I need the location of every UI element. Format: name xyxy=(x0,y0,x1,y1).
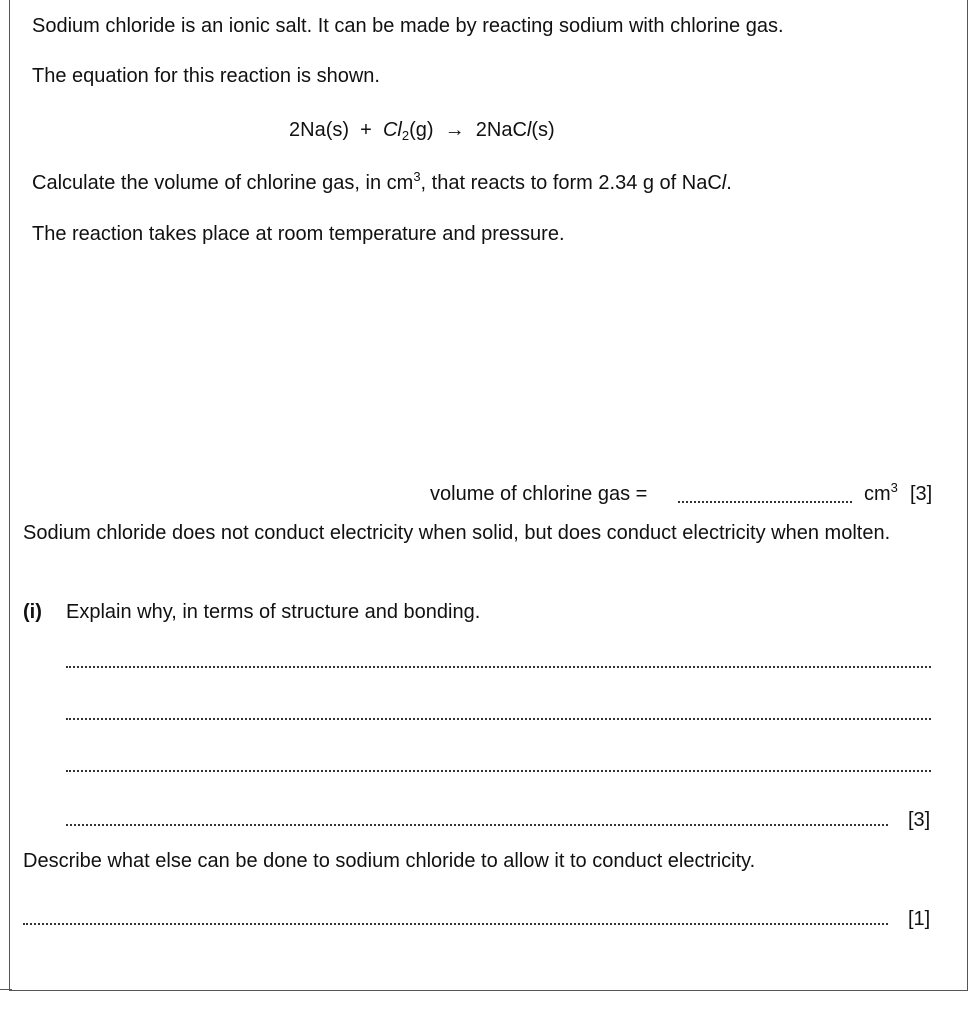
intro-line-1: Sodium chloride is an ionic salt. It can be made by reacting sodium with chlorine gas. xyxy=(32,15,784,37)
describe-question: Describe what else can be done to sodium chloride to allow it to conduct electricity. xyxy=(23,850,756,872)
part-i-number: (i) xyxy=(23,601,42,623)
calculate-end: . xyxy=(726,172,732,194)
part-i-marks: [3] xyxy=(908,809,931,831)
equation-product-state: (s) xyxy=(531,119,555,141)
volume-marks: [3] xyxy=(910,483,933,505)
calculate-instruction xyxy=(32,171,732,195)
equation-chlorine-symbol: Cl xyxy=(382,119,402,141)
calculate-superscript: 3 xyxy=(413,169,421,184)
volume-unit-superscript: 3 xyxy=(890,480,898,495)
part-i-answer-line-3[interactable] xyxy=(66,770,931,772)
volume-answer-label: volume of chlorine gas = xyxy=(430,483,648,505)
equation-reactant-sodium: 2Na(s) xyxy=(289,119,350,141)
equation-product-l: l xyxy=(526,119,532,141)
calculate-mid: , that reacts to form 2.34 g of NaC xyxy=(420,172,722,194)
part-i-question: Explain why, in terms of structure and bonding. xyxy=(66,601,481,623)
part-i-answer-line-4[interactable] xyxy=(66,824,888,826)
part-i-answer-line-2[interactable] xyxy=(66,718,931,720)
calculate-prefix: Calculate the volume of chlorine gas, in cm xyxy=(32,172,414,194)
equation-arrow: → xyxy=(444,119,465,141)
part-i-answer-line-1[interactable] xyxy=(66,666,931,668)
border-extension xyxy=(0,989,12,990)
describe-marks: [1] xyxy=(908,908,931,930)
conditions-text: The reaction takes place at room temperature and pressure. xyxy=(32,223,565,245)
chemical-equation xyxy=(289,118,555,142)
describe-answer-line[interactable] xyxy=(23,923,888,925)
volume-answer-unit: $cm^3$ xyxy=(864,480,898,505)
intro-line-2: The equation for this reaction is shown. xyxy=(32,65,380,87)
equation-plus: + xyxy=(360,119,372,141)
equation-chlorine-state: (g) xyxy=(409,119,434,141)
equation-chlorine-subscript: 2 xyxy=(401,128,410,143)
volume-answer-line[interactable] xyxy=(678,501,852,503)
calculate-l: l xyxy=(721,172,727,194)
equation-product-prefix: 2NaC xyxy=(475,119,527,141)
conductivity-statement: Sodium chloride does not conduct electricity when solid, but does conduct electricity when molten. xyxy=(23,522,891,544)
